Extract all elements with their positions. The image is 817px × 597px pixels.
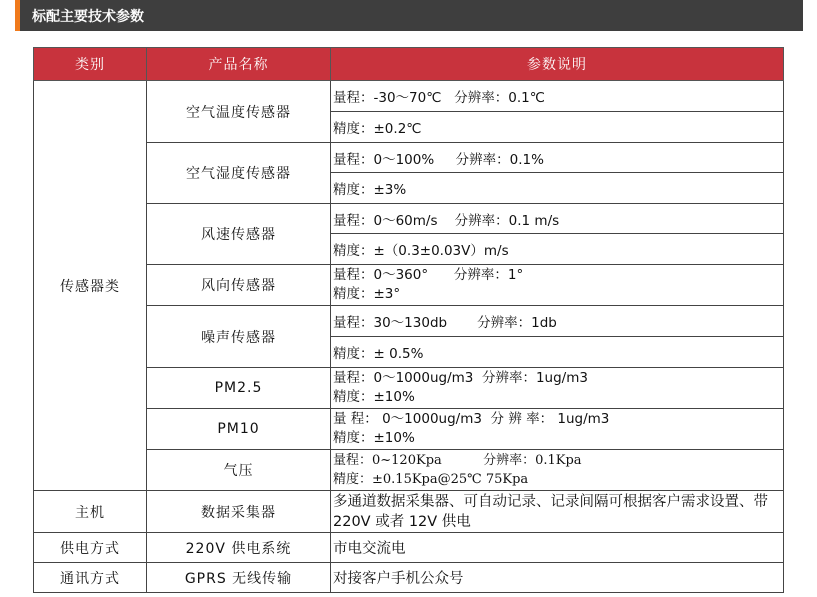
table-row (34, 409, 784, 450)
product-cell: 220V 供电系统 (147, 533, 331, 563)
param-cell: 精度：±3% (331, 173, 784, 204)
col-header-params: 参数说明 (331, 48, 784, 81)
table-row (34, 450, 784, 491)
param-cell: 多通道数据采集器、可自动记录、记录间隔可根据客户需求设置、带 220V 或者 12V 供电 (331, 491, 784, 533)
product-cell: GPRS 无线传输 (147, 563, 331, 593)
table-row (34, 81, 784, 112)
table-row (34, 491, 784, 533)
param-cell (331, 450, 784, 491)
table-row (34, 143, 784, 173)
table-row (34, 265, 784, 306)
section-header (15, 0, 803, 31)
product-cell: PM10 (147, 409, 331, 450)
col-header-product: 产品名称 (147, 48, 331, 81)
param-range: 量 程： 0～1000ug/m3 分 辨 率： 1ug/m3 (333, 411, 610, 427)
param-cell: 精度：± 0.5% (331, 337, 784, 368)
param-cell: 量程：30～130db 分辨率：1db (331, 306, 784, 337)
col-header-category: 类别 (34, 48, 147, 81)
category-cell: 供电方式 (34, 533, 147, 563)
param-cell: 量程：-30～70℃ 分辨率：0.1℃ (331, 81, 784, 112)
param-cell: 精度：±（0.3±0.03V）m/s (331, 234, 784, 265)
product-cell: 噪声传感器 (147, 306, 331, 368)
table-row (34, 204, 784, 234)
product-cell: 空气温度传感器 (147, 81, 331, 143)
table-header-row (34, 48, 784, 81)
category-cell: 主机 (34, 491, 147, 533)
param-cell (331, 265, 784, 306)
table-row (34, 533, 784, 563)
table-row (34, 368, 784, 409)
param-cell (331, 409, 784, 450)
param-accuracy: 精度：±0.15Kpa@25℃ 75Kpa (333, 472, 529, 487)
param-cell: 对接客户手机公众号 (331, 563, 784, 593)
param-cell: 市电交流电 (331, 533, 784, 563)
param-cell: 精度：±0.2℃ (331, 112, 784, 143)
section-title: 标配主要技术参数 (32, 9, 144, 25)
spec-table (33, 47, 784, 593)
param-range: 量程：0～1000ug/m3 分辨率：1ug/m3 (333, 370, 588, 386)
param-cell: 量程：0～100% 分辨率：0.1% (331, 143, 784, 173)
product-cell: 风速传感器 (147, 204, 331, 265)
table-row (34, 306, 784, 337)
param-accuracy: 精度：±10% (333, 389, 415, 405)
product-cell: 风向传感器 (147, 265, 331, 306)
category-cell: 传感器类 (34, 81, 147, 491)
param-range: 量程：0~120Kpa 分辨率：0.1Kpa (333, 453, 582, 468)
param-accuracy: 精度：±10% (333, 430, 415, 446)
param-accuracy: 精度：±3° (333, 286, 401, 302)
category-cell: 通讯方式 (34, 563, 147, 593)
table-row (34, 563, 784, 593)
param-cell: 量程：0～60m/s 分辨率：0.1 m/s (331, 204, 784, 234)
product-cell: 数据采集器 (147, 491, 331, 533)
param-range: 量程：0～360° 分辨率：1° (333, 267, 524, 283)
product-cell: PM2.5 (147, 368, 331, 409)
param-cell (331, 368, 784, 409)
product-cell: 气压 (147, 450, 331, 491)
product-cell: 空气湿度传感器 (147, 143, 331, 204)
